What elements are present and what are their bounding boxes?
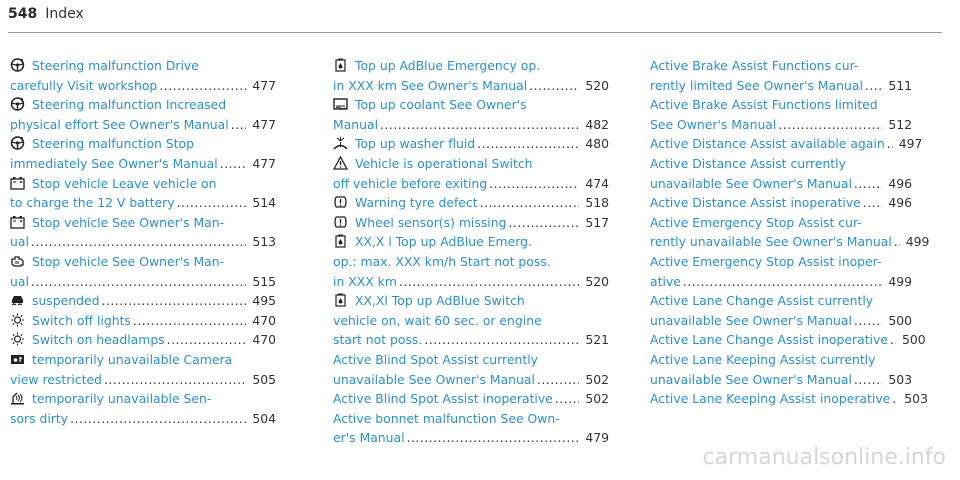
page-reference[interactable]: 502	[585, 371, 609, 387]
index-entry	[650, 389, 928, 409]
index-entry-line	[650, 174, 912, 194]
index-entry-text[interactable]: Steering malfunction Stop	[32, 136, 194, 152]
leader-dots	[480, 193, 580, 213]
page-reference[interactable]: 505	[252, 371, 276, 387]
index-entry-text[interactable]: temporarily unavailable Camera	[32, 351, 233, 367]
page-reference[interactable]: 477	[252, 116, 276, 132]
index-entry-line	[650, 95, 912, 115]
index-entry-text[interactable]: Warning tyre defect	[355, 195, 478, 211]
index-entry-text[interactable]: Top up coolant See Owner's	[355, 97, 527, 113]
leader-dots	[101, 291, 246, 311]
page-reference[interactable]: 520	[585, 77, 609, 93]
index-entry-line	[10, 370, 276, 390]
leader-dots	[220, 154, 247, 174]
index-entry	[650, 330, 926, 350]
section-title: Index	[45, 6, 84, 22]
page-reference[interactable]: 514	[252, 195, 276, 211]
leader-dots	[407, 428, 580, 448]
index-entry-text[interactable]: temporarily unavailable Sen-	[32, 391, 212, 407]
page-header	[8, 6, 942, 33]
index-entry-text[interactable]: vehicle on, wait 60 sec. or engine	[333, 312, 542, 328]
index-entry-line	[333, 291, 609, 311]
index-entry-line	[333, 134, 609, 154]
index-entry-text[interactable]: Active Blind Spot Assist currently	[333, 351, 538, 367]
page-reference[interactable]: 502	[585, 391, 609, 407]
tyre-icon	[333, 195, 348, 209]
index-entry-line	[10, 252, 276, 272]
index-entry-text[interactable]: ual	[10, 234, 29, 250]
index-entry-text[interactable]: Active Distance Assist available again	[650, 136, 885, 152]
index-entry-text[interactable]: op.: max. XXX km/h Start not poss.	[333, 253, 551, 269]
index-entry-text[interactable]: rently limited See Owner's Manual	[650, 77, 863, 93]
engine-icon	[10, 254, 25, 268]
index-entry-text[interactable]: physical effort See Owner's Manual	[10, 116, 229, 132]
index-entry-text[interactable]: Wheel sensor(s) missing	[355, 214, 507, 230]
leader-dots	[863, 193, 883, 213]
page-reference[interactable]: 496	[888, 175, 912, 191]
leader-dots	[508, 213, 579, 233]
index-entry-line	[10, 350, 276, 370]
page-reference[interactable]: 479	[585, 430, 609, 446]
index-entry-text[interactable]: in XXX km	[333, 273, 397, 289]
battery-icon	[10, 176, 25, 190]
leader-dots	[399, 272, 579, 292]
index-entry-line	[10, 291, 276, 311]
index-entry-text[interactable]: XX,X l Top up AdBlue Emerg.	[355, 234, 532, 250]
sensor-icon	[10, 391, 25, 405]
index-entry-text[interactable]: Switch on headlamps	[32, 332, 165, 348]
index-entry-text[interactable]: Active Emergency Stop Assist inoper-	[650, 253, 882, 269]
index-entry-line	[333, 56, 609, 76]
index-entry-line	[10, 389, 276, 409]
leader-dots	[854, 370, 882, 390]
index-entry-text[interactable]: Active Blind Spot Assist inoperative	[333, 391, 553, 407]
index-entry-line	[650, 291, 912, 311]
index-entry-text[interactable]: ative	[650, 273, 681, 289]
index-entry-text[interactable]: start not poss.	[333, 332, 423, 348]
index-entry-text[interactable]: off vehicle before exiting	[333, 175, 488, 191]
index-entry-text[interactable]: Stop vehicle See Owner's Man-	[32, 214, 225, 230]
leader-dots	[854, 174, 882, 194]
index-entry	[333, 95, 609, 134]
index-entry-text[interactable]: Steering malfunction Drive	[32, 58, 199, 73]
index-entry-line	[650, 213, 912, 233]
index-entry-line	[650, 115, 912, 135]
page-reference[interactable]: 517	[585, 214, 609, 230]
index-entry	[10, 213, 276, 252]
index-entry-line	[10, 232, 276, 252]
leader-dots	[555, 389, 580, 409]
leader-dots	[177, 193, 247, 213]
index-entry	[333, 134, 609, 154]
leader-dots	[894, 232, 900, 252]
index-entry-text[interactable]: Top up AdBlue Emergency op.	[355, 58, 541, 73]
index-entry	[650, 350, 912, 389]
coolant-icon	[333, 97, 348, 111]
index-entry-text[interactable]: view restricted	[10, 371, 102, 387]
leader-dots	[477, 134, 579, 154]
index-entry-line	[333, 389, 609, 409]
index-entry-text[interactable]: Active Lane Keeping Assist currently	[650, 351, 876, 367]
washer-icon	[333, 136, 348, 150]
index-entry-line	[650, 193, 912, 213]
light-bulb-icon	[10, 313, 25, 327]
page-reference[interactable]: 503	[904, 391, 928, 407]
index-column-3	[650, 56, 930, 409]
index-entry-text[interactable]: Active Distance Assist currently	[650, 155, 846, 171]
index-entry	[10, 174, 276, 213]
index-entry-line	[333, 213, 609, 233]
index-entry-text[interactable]: Active Lane Change Assist inoperative	[650, 332, 888, 348]
index-entry-line	[333, 311, 609, 331]
index-entry	[10, 291, 276, 311]
index-entry	[650, 252, 912, 291]
adblue-icon	[333, 234, 348, 248]
leader-dots	[890, 330, 896, 350]
page-reference[interactable]: 518	[585, 195, 609, 211]
index-entry-line	[10, 272, 276, 292]
index-entry	[650, 193, 912, 213]
leader-dots	[778, 115, 882, 135]
index-entry	[10, 330, 276, 350]
page-reference[interactable]: 521	[585, 332, 609, 348]
index-entry-line	[650, 76, 912, 96]
leader-dots	[31, 232, 246, 252]
leader-dots	[683, 272, 882, 292]
index-entry-line	[333, 193, 609, 213]
page-reference[interactable]: 500	[901, 332, 926, 348]
index-entry-line	[333, 428, 609, 448]
index-entry-line	[10, 213, 276, 233]
index-entry-line	[10, 311, 276, 331]
light-bulb-icon	[10, 332, 25, 346]
page-reference[interactable]: 520	[585, 273, 609, 289]
index-entry-line	[333, 232, 609, 252]
index-entry-line	[650, 272, 912, 292]
index-entry-line	[10, 193, 276, 213]
index-entry	[10, 350, 276, 389]
steering-icon	[10, 58, 25, 72]
index-entry-line	[650, 252, 912, 272]
index-entry-text[interactable]: Active Brake Assist Functions limited	[650, 97, 878, 113]
index-entry	[10, 389, 276, 428]
steering-icon	[10, 136, 25, 150]
index-entry	[650, 291, 912, 330]
leader-dots	[865, 76, 882, 96]
index-entry	[10, 134, 276, 173]
index-entry-line	[650, 350, 912, 370]
leader-dots	[887, 134, 893, 154]
index-entry-text[interactable]: Active bonnet malfunction See Own-	[333, 410, 560, 426]
index-entry-text[interactable]: unavailable See Owner's Manual	[333, 371, 535, 387]
page-reference[interactable]: 499	[888, 273, 912, 289]
page-reference[interactable]: 499	[905, 234, 930, 250]
index-entry	[650, 56, 912, 95]
index-entry-text[interactable]: sors dirty	[10, 410, 69, 426]
page-reference[interactable]: 497	[898, 136, 923, 152]
leader-dots	[231, 115, 247, 135]
page-reference[interactable]: 482	[585, 116, 609, 132]
page-reference[interactable]: 495	[252, 293, 276, 309]
index-entry-line	[650, 154, 912, 174]
leader-dots	[133, 311, 246, 331]
index-entry-text[interactable]: Stop vehicle Leave vehicle on	[32, 175, 217, 191]
index-entry-text[interactable]: Manual	[333, 116, 379, 132]
page-reference[interactable]: 515	[252, 273, 276, 289]
index-entry-text[interactable]: Active Lane Change Assist currently	[650, 293, 874, 309]
index-entry-line	[10, 134, 276, 154]
index-entry-text[interactable]: Steering malfunction Increased	[32, 97, 227, 113]
index-entry-line	[650, 56, 912, 76]
index-entry-line	[333, 174, 609, 194]
index-entry-line	[333, 272, 609, 292]
warning-triangle-icon	[333, 156, 348, 170]
index-entry-text[interactable]: immediately See Owner's Manual	[10, 155, 218, 171]
adblue-icon	[333, 293, 348, 307]
index-entry-line	[650, 370, 912, 390]
index-entry-text[interactable]: Stop vehicle See Owner's Man-	[32, 253, 225, 269]
leader-dots	[70, 409, 246, 429]
leader-dots	[104, 370, 246, 390]
index-entry-text[interactable]: Top up washer fluid	[355, 136, 476, 152]
index-entry	[333, 154, 609, 193]
index-entry-line	[333, 409, 609, 429]
page-reference[interactable]: 513	[252, 234, 276, 250]
index-entry-line	[10, 174, 276, 194]
index-entry-line	[333, 330, 609, 350]
index-column-1	[10, 56, 276, 428]
index-entry-line	[650, 330, 926, 350]
leader-dots	[529, 76, 579, 96]
watermark-logo: carmanualsonline.info	[702, 445, 946, 470]
index-entry	[333, 350, 609, 389]
index-entry-line	[10, 330, 276, 350]
leader-dots	[892, 389, 898, 409]
page-reference[interactable]: 474	[585, 175, 609, 191]
index-entry-text[interactable]: er's Manual	[333, 430, 405, 446]
tyre-icon	[333, 215, 348, 229]
index-entry-line	[10, 154, 276, 174]
index-entry	[333, 291, 609, 350]
index-entry-text[interactable]: unavailable See Owner's Manual	[650, 371, 852, 387]
index-entry	[650, 134, 923, 154]
index-entry-text[interactable]: Active Emergency Stop Assist cur-	[650, 214, 862, 230]
index-entry	[333, 389, 609, 409]
index-entry-text[interactable]: in XXX km See Owner's Manual	[333, 77, 528, 93]
index-entry	[333, 193, 609, 213]
index-entry-text[interactable]: Vehicle is operational Switch	[355, 155, 533, 171]
index-entry	[650, 213, 930, 252]
car-skid-icon	[10, 293, 25, 307]
page-reference[interactable]: 477	[252, 77, 276, 93]
index-entry-line	[10, 115, 276, 135]
index-entry-text[interactable]: unavailable See Owner's Manual	[650, 312, 852, 328]
index-entry-line	[333, 350, 609, 370]
leader-dots	[380, 115, 579, 135]
index-entry-line	[333, 76, 609, 96]
index-entry-line	[333, 95, 609, 115]
index-entry-text[interactable]: See Owner's Manual	[650, 116, 777, 132]
leader-dots	[167, 330, 247, 350]
index-column-2	[333, 56, 609, 448]
page-number: 548	[8, 6, 38, 22]
index-entry	[650, 154, 912, 193]
index-entry-text[interactable]: Active Lane Keeping Assist inoperative	[650, 391, 891, 407]
page-reference[interactable]: 470	[252, 332, 276, 348]
index-entry-text[interactable]: rently unavailable See Owner's Manual	[650, 234, 892, 250]
leader-dots	[424, 330, 579, 350]
leader-dots	[854, 311, 882, 331]
index-entry	[333, 409, 609, 448]
index-entry	[10, 56, 276, 95]
page-reference[interactable]: 500	[888, 312, 912, 328]
steering-icon	[10, 97, 25, 111]
index-entry	[650, 95, 912, 134]
leader-dots	[537, 370, 579, 390]
adblue-icon	[333, 58, 348, 72]
battery-icon	[10, 215, 25, 229]
camera-icon	[10, 352, 25, 366]
leader-dots	[159, 76, 246, 96]
index-entry-text[interactable]: ual	[10, 273, 29, 289]
index-entry	[333, 56, 609, 95]
page-reference[interactable]: 496	[888, 195, 912, 211]
index-entry	[10, 252, 276, 291]
index-entry	[333, 213, 609, 233]
index-entry-line	[650, 389, 928, 409]
index-entry-text[interactable]: to charge the 12 V battery	[10, 195, 175, 211]
index-entry-text[interactable]: unavailable See Owner's Manual	[650, 175, 852, 191]
index-entry	[10, 95, 276, 134]
index-entry-line	[333, 252, 609, 272]
index-entry-line	[333, 115, 609, 135]
index-entry-line	[333, 154, 609, 174]
index-entry-text[interactable]: suspended	[32, 293, 100, 309]
page-reference[interactable]: 512	[888, 116, 912, 132]
leader-dots	[489, 174, 579, 194]
index-entry-line	[10, 76, 276, 96]
leader-dots	[31, 272, 246, 292]
page-reference[interactable]: 477	[252, 155, 276, 171]
index-entry-text[interactable]: XX,Xl Top up AdBlue Switch	[355, 293, 525, 309]
index-entry-text[interactable]: Active Distance Assist inoperative	[650, 195, 861, 211]
page-reference[interactable]: 503	[888, 371, 912, 387]
index-entry	[333, 232, 609, 291]
index-entry-text[interactable]: Switch off lights	[32, 312, 131, 328]
index-entry-line	[10, 95, 276, 115]
index-entry-line	[10, 56, 276, 76]
page-reference[interactable]: 470	[252, 312, 276, 328]
page-reference[interactable]: 480	[585, 136, 609, 152]
page-reference[interactable]: 504	[252, 410, 276, 426]
page-reference[interactable]: 511	[888, 77, 912, 93]
index-entry-line	[333, 370, 609, 390]
index-entry-line	[650, 232, 930, 252]
index-entry-line	[650, 134, 923, 154]
index-entry-line	[10, 409, 276, 429]
index-entry	[10, 311, 276, 331]
index-entry-line	[650, 311, 912, 331]
index-entry-text[interactable]: Active Brake Assist Functions cur-	[650, 58, 859, 73]
index-entry-text[interactable]: carefully Visit workshop	[10, 77, 158, 93]
